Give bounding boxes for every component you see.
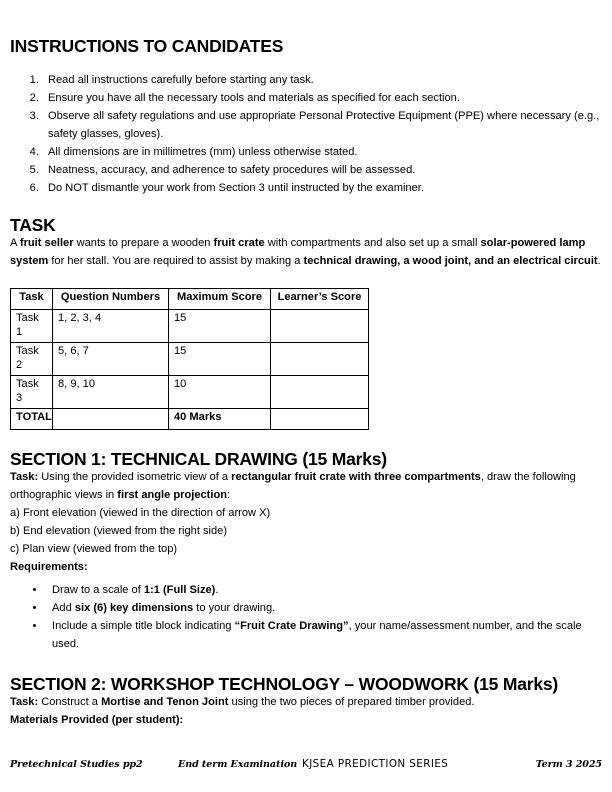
cell-learner-score[interactable] bbox=[271, 309, 369, 342]
cell-total-label: TOTAL bbox=[11, 409, 53, 430]
cell-total-max-score: 40 Marks bbox=[169, 409, 271, 430]
cell-task: Task 1 bbox=[11, 309, 53, 342]
score-table bbox=[10, 288, 369, 430]
footer-subject: Pretechnical Studies pp2 bbox=[10, 759, 143, 770]
page-footer bbox=[10, 758, 602, 778]
section2-task-bold-1: Mortise and Tenon Joint bbox=[101, 696, 229, 709]
list-item: 4. All dimensions are in millimetres (mm) unless otherwise stated. bbox=[42, 144, 602, 162]
task-bold-4: technical drawing, a wood joint, and an electrical circuit bbox=[303, 255, 598, 267]
req-bold-1: 1:1 (Full Size) bbox=[143, 584, 216, 597]
cell-learner-score[interactable] bbox=[271, 343, 369, 376]
cell-questions: 8, 9, 10 bbox=[53, 376, 169, 409]
list-item bbox=[46, 618, 602, 654]
list-item: 6. Do NOT dismantle your work from Section 3 until instructed by the examiner. bbox=[42, 180, 602, 198]
list-item: 3. Observe all safety regulations and use appropriate Personal Protective Equipment (PPE) where necessary (e.g., safety glasses, gloves). bbox=[42, 108, 602, 144]
req-text-3: Include a simple title block indicating bbox=[52, 620, 235, 633]
column-header-maximum-score: Maximum Score bbox=[169, 288, 271, 309]
column-header-learner-score: Learner’s Score bbox=[271, 288, 369, 309]
task-heading: TASK bbox=[10, 214, 56, 235]
req-text-1: Draw to a scale of bbox=[52, 584, 144, 597]
table-header-row bbox=[11, 288, 369, 309]
req-text-3b: , your name/assessment number, and the scale used. bbox=[52, 620, 582, 650]
task-text-2: wants to prepare a wooden bbox=[73, 237, 214, 250]
task-text-5: . bbox=[597, 255, 601, 267]
cell-max-score: 10 bbox=[169, 376, 271, 409]
req-text-2: Add bbox=[52, 602, 75, 615]
task-bold-1: fruit seller bbox=[19, 237, 74, 250]
list-item bbox=[46, 600, 602, 618]
cell-total-questions bbox=[53, 409, 169, 430]
table-row bbox=[11, 376, 369, 409]
list-item: 5. Neatness, accuracy, and adherence to safety procedures will be assessed. bbox=[42, 162, 602, 180]
column-header-task: Task bbox=[11, 288, 53, 309]
table-row bbox=[11, 309, 369, 342]
task-text-4: for her stall. You are required to assist by making a bbox=[48, 255, 304, 267]
section1-task-paragraph bbox=[10, 469, 602, 505]
view-item-front-elevation: a) Front elevation (viewed in the direction of arrow X) bbox=[10, 507, 271, 520]
section2-task-text-1: Construct a bbox=[38, 696, 102, 709]
footer-term: Term 3 2025 bbox=[535, 759, 602, 770]
cell-questions: 1, 2, 3, 4 bbox=[53, 309, 169, 342]
section2-task-label: Task: bbox=[10, 696, 39, 709]
instructions-heading: INSTRUCTIONS TO CANDIDATES bbox=[10, 36, 284, 56]
section1-task-text-3: : bbox=[227, 489, 231, 502]
section1-task-bold-1: rectangular fruit crate with three compartments bbox=[231, 471, 481, 484]
footer-series: KJSEA PREDICTION SERIES bbox=[302, 758, 449, 770]
cell-task: Task 3 bbox=[11, 376, 53, 409]
section1-task-text-1: Using the provided isometric view of a bbox=[38, 471, 232, 484]
task-text-3: with compartments and also set up a small bbox=[264, 237, 481, 250]
cell-max-score: 15 bbox=[169, 309, 271, 342]
task-bold-2: fruit crate bbox=[213, 237, 265, 250]
document-content bbox=[10, 36, 602, 730]
list-item: 2. Ensure you have all the necessary tools and materials as specified for each section. bbox=[42, 90, 602, 108]
requirements-list bbox=[10, 582, 602, 654]
task-text-1: A bbox=[10, 237, 20, 250]
section2-task-text-2: using the two pieces of prepared timber provided. bbox=[228, 696, 475, 709]
section2-heading: SECTION 2: WORKSHOP TECHNOLOGY – WOODWORK (15 Marks) bbox=[10, 673, 559, 694]
instructions-list bbox=[10, 72, 602, 198]
cell-task: Task 2 bbox=[11, 343, 53, 376]
requirements-label: Requirements: bbox=[10, 561, 88, 574]
spacer bbox=[10, 56, 602, 72]
spacer bbox=[10, 654, 602, 674]
list-item: 1. Read all instructions carefully before starting any task. bbox=[42, 72, 602, 90]
table-row bbox=[11, 343, 369, 376]
spacer bbox=[10, 198, 602, 215]
materials-provided-label: Materials Provided (per student): bbox=[10, 714, 184, 727]
view-item-end-elevation: b) End elevation (viewed from the right side) bbox=[10, 525, 228, 538]
section1-task-text-2: , draw the following orthographic views in bbox=[10, 471, 576, 502]
table-total-row bbox=[11, 409, 369, 430]
view-item-plan-view: c) Plan view (viewed from the top) bbox=[10, 543, 178, 556]
req-bold-3: “Fruit Crate Drawing” bbox=[234, 620, 349, 633]
section2-task-paragraph bbox=[10, 694, 602, 712]
req-bold-2: six (6) key dimensions bbox=[74, 602, 194, 615]
cell-total-learner-score[interactable] bbox=[271, 409, 369, 430]
req-text-1b: . bbox=[215, 584, 219, 597]
task-paragraph bbox=[10, 235, 602, 271]
cell-learner-score[interactable] bbox=[271, 376, 369, 409]
section1-task-label: Task: bbox=[10, 471, 39, 484]
cell-max-score: 15 bbox=[169, 343, 271, 376]
cell-questions: 5, 6, 7 bbox=[53, 343, 169, 376]
footer-exam: End term Examination bbox=[178, 759, 298, 770]
column-header-question-numbers: Question Numbers bbox=[53, 288, 169, 309]
task-bold-3: solar-powered lamp system bbox=[10, 237, 586, 267]
section1-task-bold-2: first angle projection bbox=[117, 489, 228, 502]
spacer bbox=[10, 430, 602, 449]
req-text-2b: to your drawing. bbox=[193, 602, 276, 615]
section1-heading: SECTION 1: TECHNICAL DRAWING (15 Marks) bbox=[10, 449, 387, 470]
section1-views-list bbox=[10, 505, 602, 559]
list-item bbox=[46, 582, 602, 600]
